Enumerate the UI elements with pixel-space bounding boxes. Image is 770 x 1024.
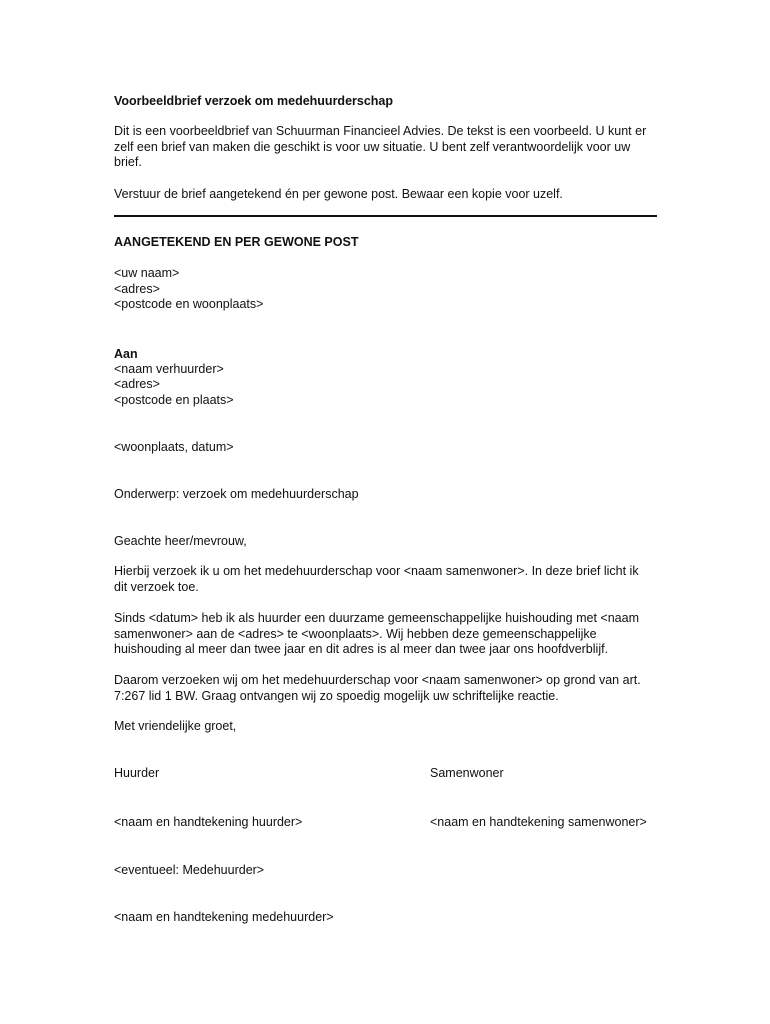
paragraph-2-line-1: Sinds <datum> heb ik als huurder een duurzame gemeenschappelijke huishouding met <naam [114,611,639,625]
paragraph-3-line-2: 7:267 lid 1 BW. Graag ontvangen wij zo spoedig mogelijk uw schriftelijke reactie. [114,689,559,703]
intro-line-1: Dit is een voorbeeldbrief van Schuurman Financieel Advies. De tekst is een voorbeeld. U kunt er [114,124,647,138]
salutation: Geachte heer/mevrouw, [114,534,247,548]
sender-name: <uw naam> [114,266,180,280]
tenant-signature: <naam en handtekening huurder> [114,815,303,829]
paragraph-2-line-2: samenwoner> aan de <adres> te <woonplaats>. Wij hebben deze gemeenschappelijke [114,627,597,641]
recipient-address: <adres> [114,377,160,391]
sender-address: <adres> [114,282,160,296]
recipient-heading: Aan [114,347,138,361]
recipient-name: <naam verhuurder> [114,362,224,376]
intro-line-3: brief. [114,155,142,169]
paragraph-2-line-3: huishouding al meer dan twee jaar en dit adres is al meer dan twee jaar ons hoofdverblijf. [114,642,609,656]
shipping-label: AANGETEKEND EN PER GEWONE POST [114,235,359,249]
subject-line: Onderwerp: verzoek om medehuurderschap [114,487,359,501]
sender-postcode: <postcode en woonplaats> [114,297,264,311]
intro-line-2: zelf een brief van maken die geschikt is voor uw situatie. U bent zelf verantwoordelijk voor uw [114,140,631,154]
document-title: Voorbeeldbrief verzoek om medehuurderschap [114,94,394,108]
paragraph-1-line-1: Hierbij verzoek ik u om het medehuurderschap voor <naam samenwoner>. In deze brief licht ik [114,564,639,578]
instruction-text: Verstuur de brief aangetekend én per gewone post. Bewaar een kopie voor uzelf. [114,187,563,201]
closing: Met vriendelijke groet, [114,719,237,733]
horizontal-divider [114,215,657,217]
partner-signature: <naam en handtekening samenwoner> [430,815,647,829]
paragraph-1-line-2: dit verzoek toe. [114,580,199,594]
paragraph-3-line-1: Daarom verzoeken wij om het medehuurderschap voor <naam samenwoner> op grond van art. [114,673,641,687]
document-page [114,0,659,1024]
optional-cotenant-label: <eventueel: Medehuurder> [114,863,265,877]
place-date: <woonplaats, datum> [114,440,234,454]
recipient-postcode: <postcode en plaats> [114,393,234,407]
tenant-label: Huurder [114,766,160,780]
cotenant-signature: <naam en handtekening medehuurder> [114,910,334,924]
partner-label: Samenwoner [430,766,504,780]
